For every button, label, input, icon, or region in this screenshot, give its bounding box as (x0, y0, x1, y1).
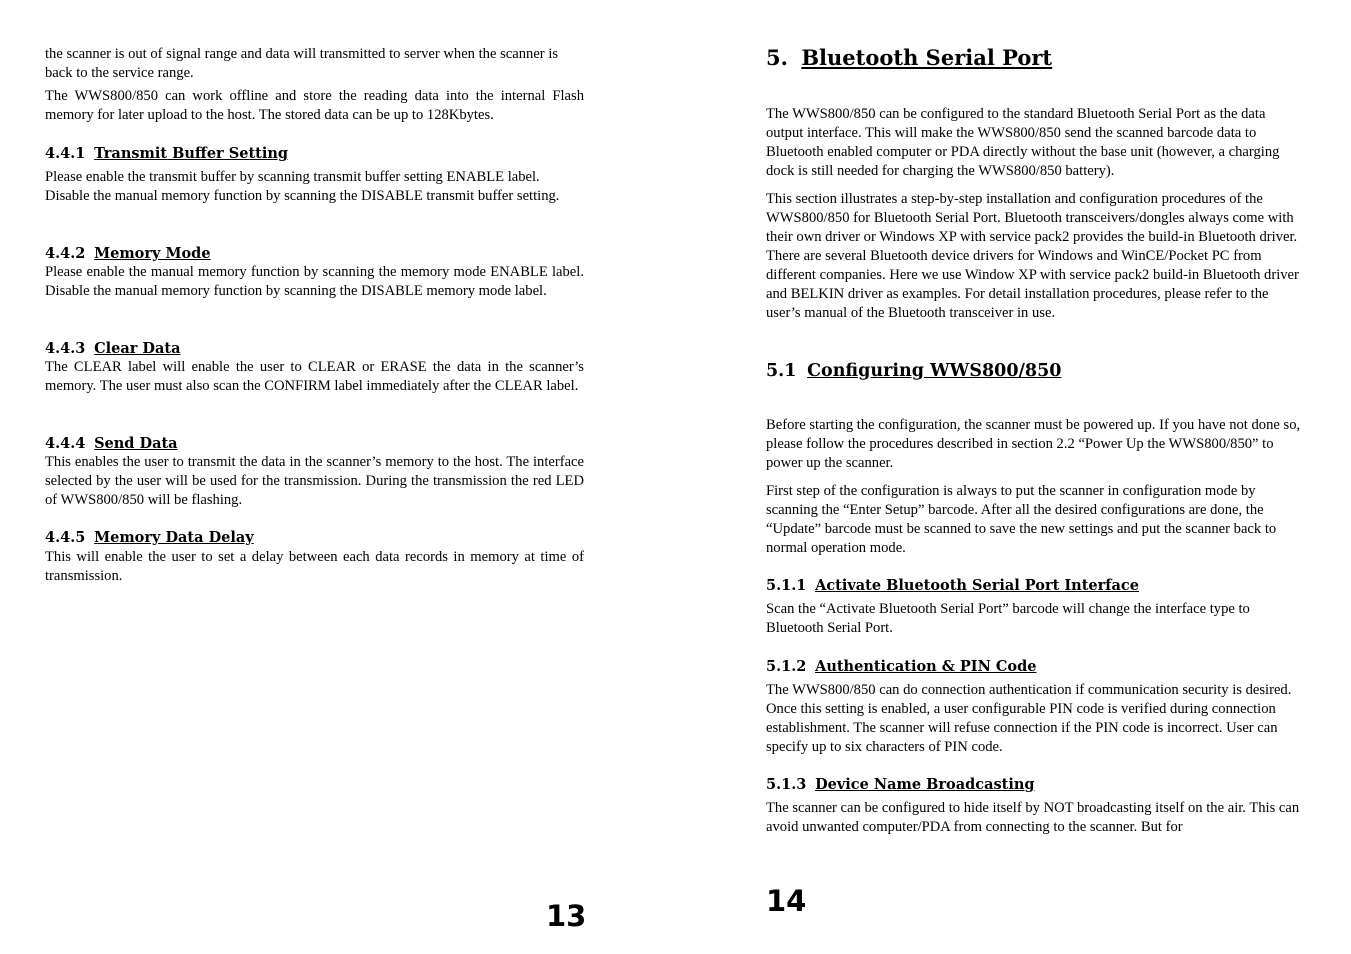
section-number: 4.4.2 (45, 245, 86, 262)
section-body-4-4-5: This will enable the user to set a delay between each data records in memory at time of transmission. (45, 549, 584, 584)
section-heading-4-4-1 (45, 145, 288, 163)
section-number: 4.4.3 (45, 340, 86, 357)
chapter-heading (766, 46, 1052, 70)
subsection-body-5-1-3: The scanner can be configured to hide itself by NOT broadcasting itself on the air. This can avoid unwanted computer/PDA from connecting to the scanner. But for (766, 800, 1300, 835)
section-number: 4.4.5 (45, 529, 86, 546)
section-title: Transmit Buffer Setting (94, 145, 289, 162)
section-number: 4.4.1 (45, 145, 86, 162)
subsection-heading-5-1-2 (766, 658, 1036, 676)
section-number: 5.1 (766, 361, 797, 381)
page-number: 13 (546, 899, 587, 933)
section-heading-4-4-3 (45, 340, 180, 358)
section-heading-4-4-5 (45, 529, 254, 547)
subsection-body-5-1-2: The WWS800/850 can do connection authentication if communication security is desired. Once this setting is enabled, a user configurable PIN code is verified during connection establishment. The scanner will refuse connection if the PIN code is incorrect. User can specify up to six characters of PIN code. (766, 682, 1292, 755)
subsection-number: 5.1.1 (766, 577, 807, 594)
chapter-paragraph-1: The WWS800/850 can be configured to the standard Bluetooth Serial Port as the data output interface. This will make the WWS800/850 send the scanned barcode data to Bluetooth enabled computer or PDA directly without the base unit (however, a charging dock is still needed for charging the WWS800/850 battery). (766, 106, 1280, 179)
chapter-paragraph-2: This section illustrates a step-by-step installation and configuration procedures of the WWS800/850 for Bluetooth Serial Port. Bluetooth transceivers/dongles always come with their own driver or Windows XP with service pack2 provides the build-in Bluetooth driver. There are several Bluetooth device drivers for Windows and WinCE/Pocket PC from different companies. Here we use Window XP with service pack2 build-in Bluetooth driver and BELKIN driver as examples. For detail installation procedures, please refer to the user’s manual of the Bluetooth transceiver in use. (766, 191, 1299, 321)
section-paragraph-2: First step of the configuration is always to put the scanner in configuration mode by scanning the “Enter Setup” barcode. After all the desired configurations are done, the “Update” barcode must be scanned to save the new settings and put the scanner back to normal operation mode. (766, 483, 1277, 556)
page-number: 14 (766, 884, 807, 918)
section-body-4-4-3: The CLEAR label will enable the user to CLEAR or ERASE the data in the scanner’s memory. The user must also scan the CONFIRM label immediately after the CLEAR label. (45, 359, 584, 394)
subsection-number: 5.1.2 (766, 658, 807, 675)
section-title: Send Data (94, 435, 178, 452)
section-title: Clear Data (94, 340, 181, 357)
section-body-4-4-2: Please enable the manual memory function by scanning the memory mode ENABLE label. Disable the manual memory function by scanning the DISABLE memory mode label. (45, 264, 584, 299)
subsection-number: 5.1.3 (766, 776, 807, 793)
intro-paragraph-2: The WWS800/850 can work offline and store the reading data into the internal Flash memory for later upload to the host. The stored data can be up to 128Kbytes. (45, 88, 584, 123)
section-number: 4.4.4 (45, 435, 86, 452)
section-title: Configuring WWS800/850 (807, 361, 1062, 381)
subsection-title: Device Name Broadcasting (815, 776, 1035, 793)
section-title: Memory Mode (94, 245, 211, 262)
section-heading-4-4-4 (45, 435, 178, 453)
subsection-title: Authentication & PIN Code (815, 658, 1037, 675)
section-paragraph-1: Before starting the configuration, the scanner must be powered up. If you have not done so, please follow the procedures described in section 2.2 “Power Up the WWS800/850” to power up the scanner. (766, 417, 1301, 471)
section-heading-4-4-2 (45, 245, 211, 263)
section-heading-5-1 (766, 360, 1061, 382)
chapter-number: 5. (766, 45, 788, 70)
subsection-title: Activate Bluetooth Serial Port Interface (815, 577, 1139, 594)
subsection-heading-5-1-1 (766, 577, 1139, 595)
chapter-title: Bluetooth Serial Port (801, 45, 1053, 70)
subsection-heading-5-1-3 (766, 776, 1035, 794)
section-title: Memory Data Delay (94, 529, 254, 546)
section-body-4-4-4: This enables the user to transmit the data in the scanner’s memory to the host. The interface selected by the user will be used for the transmission. During the transmission the red LED of WWS800/850 will be flashing. (45, 454, 584, 508)
section-body-4-4-1: Please enable the transmit buffer by scanning transmit buffer setting ENABLE label. Disable the manual memory function by scanning the DISABLE transmit buffer setting. (45, 169, 560, 204)
intro-paragraph-1: the scanner is out of signal range and data will transmitted to server when the scanner is back to the service range. (45, 46, 559, 81)
subsection-body-5-1-1: Scan the “Activate Bluetooth Serial Port” barcode will change the interface type to Bluetooth Serial Port. (766, 601, 1250, 636)
